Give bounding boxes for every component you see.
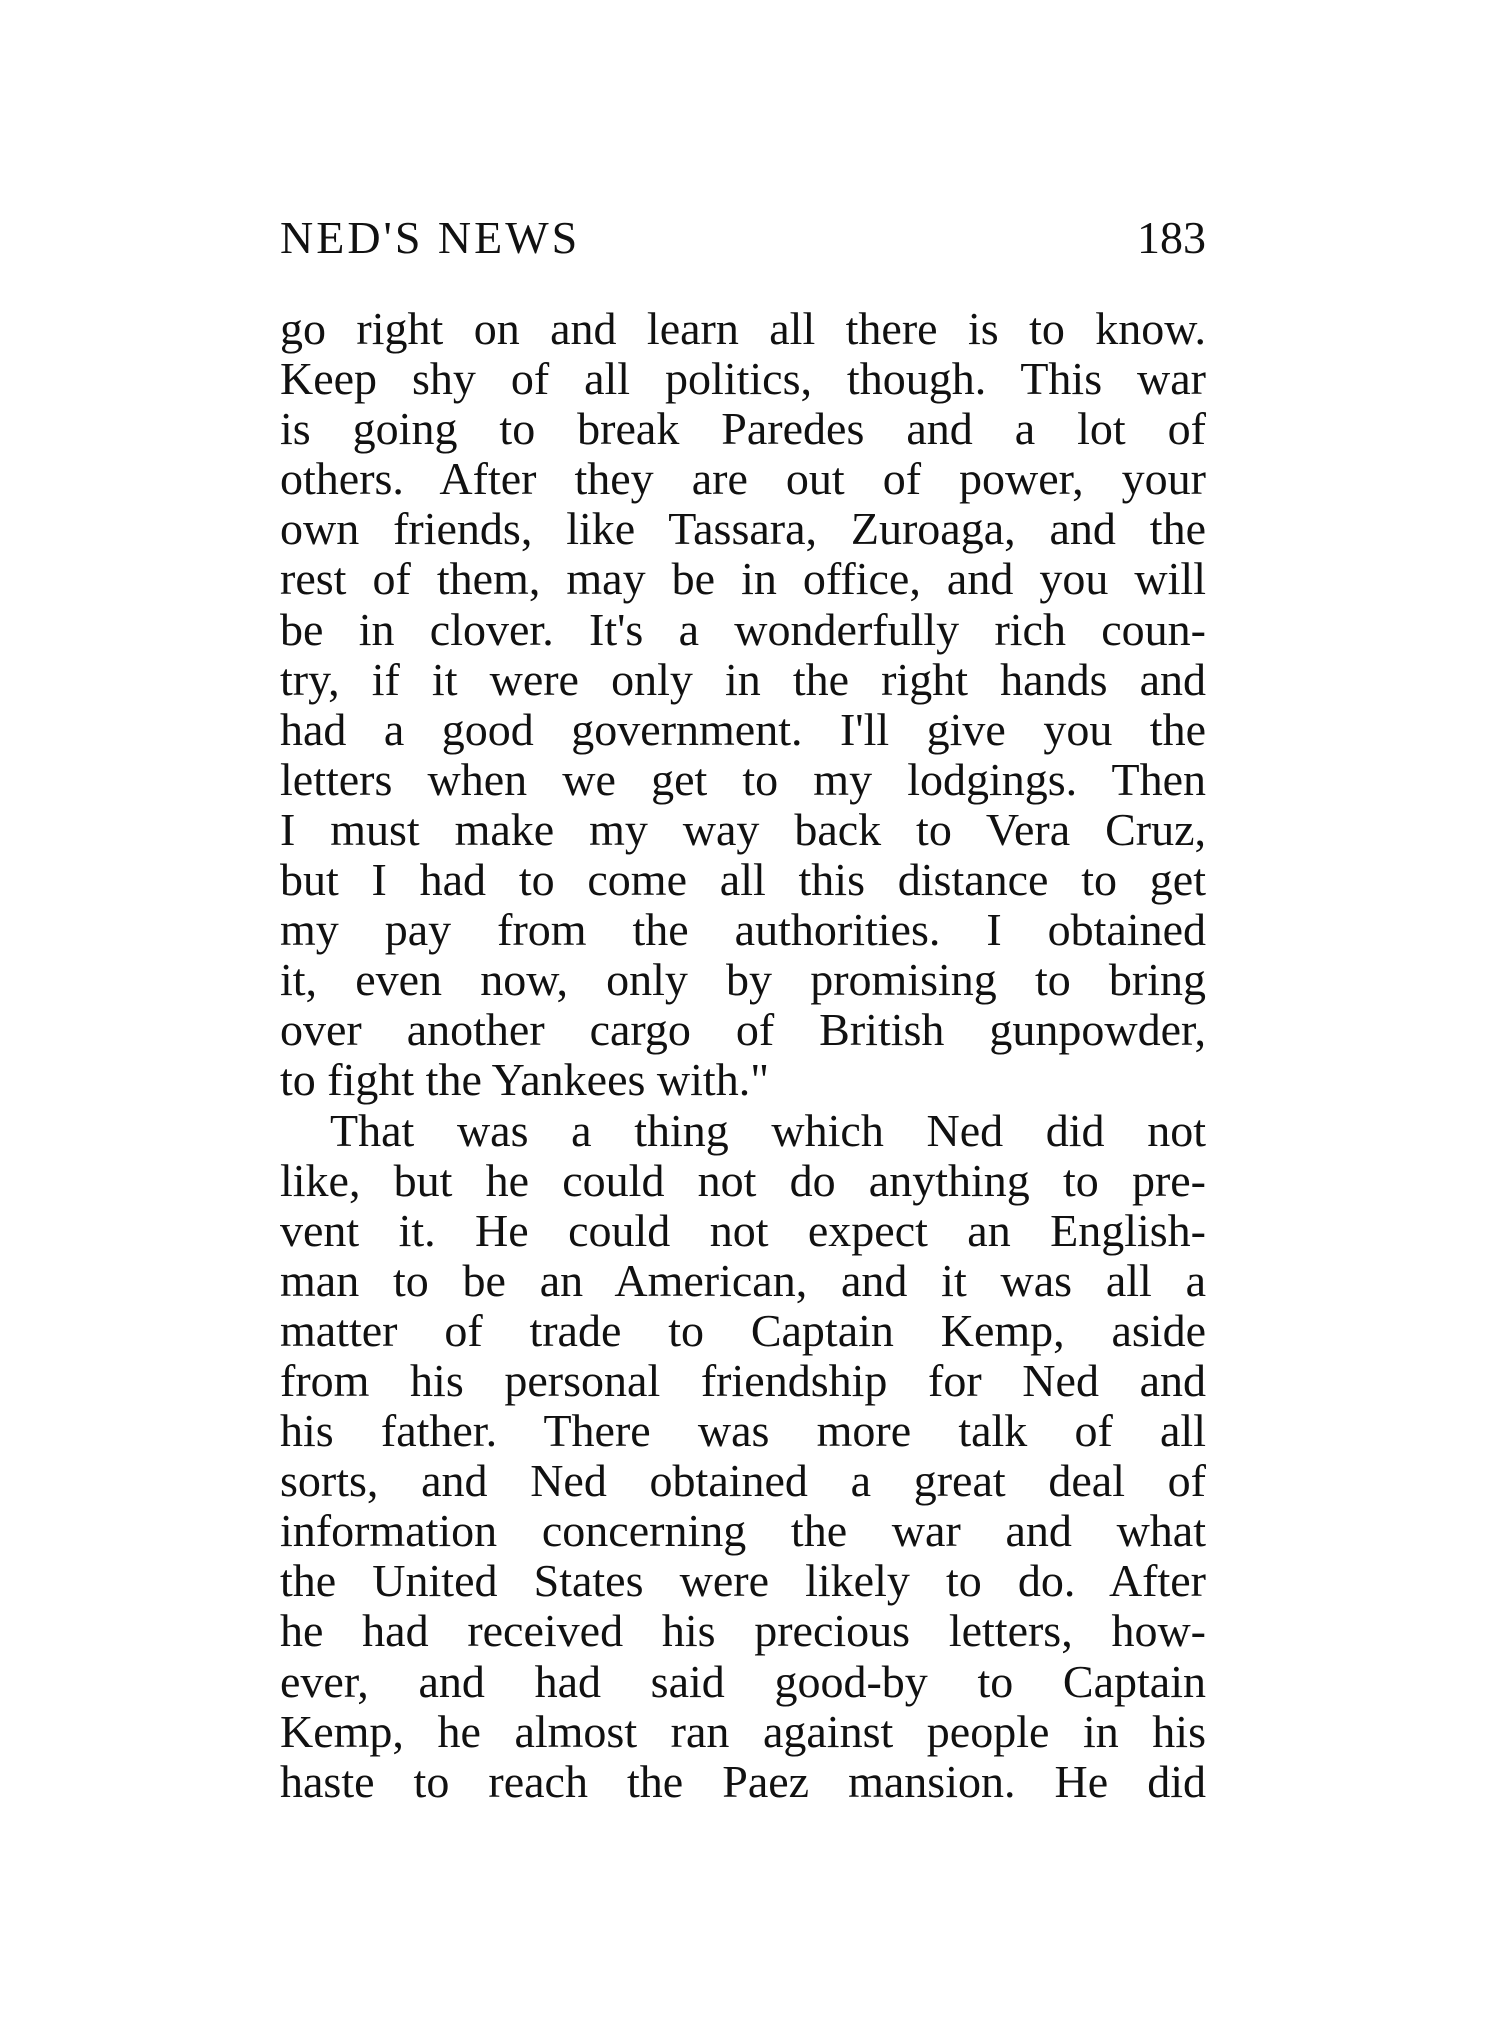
text-line: be in clover. It's a wonderfully rich coun- xyxy=(280,603,1206,655)
text-line: matter of trade to Captain Kemp, aside xyxy=(280,1304,1206,1356)
text-line: ever, and had said good-by to Captain xyxy=(280,1655,1206,1707)
text-line: from his personal friendship for Ned and xyxy=(280,1354,1206,1406)
text-line: like, but he could not do anything to pre- xyxy=(280,1154,1206,1206)
text-line: his father. There was more talk of all xyxy=(280,1405,1206,1457)
text-line: is going to break Paredes and a lot of xyxy=(280,403,1206,455)
text-line: Keep shy of all politics, though. This war xyxy=(280,353,1206,405)
text-line: sorts, and Ned obtained a great deal of xyxy=(280,1455,1206,1507)
text-line: but I had to come all this distance to get xyxy=(280,854,1206,906)
text-line: try, if it were only in the right hands and xyxy=(280,653,1206,705)
text-line: rest of them, may be in office, and you will xyxy=(280,553,1206,605)
text-line: man to be an American, and it was all a xyxy=(280,1254,1206,1306)
text-line: he had received his precious letters, how- xyxy=(280,1605,1206,1657)
text-line: it, even now, only by promising to bring xyxy=(280,954,1206,1006)
text-line: my pay from the authorities. I obtained xyxy=(280,904,1206,956)
text-line: I must make my way back to Vera Cruz, xyxy=(280,803,1206,855)
running-title: NED'S NEWS xyxy=(280,212,581,263)
text-line: to fight the Yankees with." xyxy=(280,1054,769,1106)
page-number: 183 xyxy=(1137,212,1206,263)
text-line: the United States were likely to do. After xyxy=(280,1555,1206,1607)
running-head xyxy=(280,208,1206,268)
text-line: over another cargo of British gunpowder, xyxy=(280,1004,1206,1056)
text-line: That was a thing which Ned did not xyxy=(330,1104,1206,1156)
text-line: others. After they are out of power, your xyxy=(280,453,1206,505)
text-line: Kemp, he almost ran against people in his xyxy=(280,1705,1206,1757)
text-line: haste to reach the Paez mansion. He did xyxy=(280,1755,1206,1807)
text-line: own friends, like Tassara, Zuroaga, and the xyxy=(280,503,1206,555)
text-line: letters when we get to my lodgings. Then xyxy=(280,753,1206,805)
text-line: information concerning the war and what xyxy=(280,1505,1206,1557)
text-line: had a good government. I'll give you the xyxy=(280,703,1206,755)
body-text xyxy=(280,304,1206,1807)
text-line: vent it. He could not expect an English- xyxy=(280,1204,1206,1256)
text-line: go right on and learn all there is to know. xyxy=(280,303,1206,354)
